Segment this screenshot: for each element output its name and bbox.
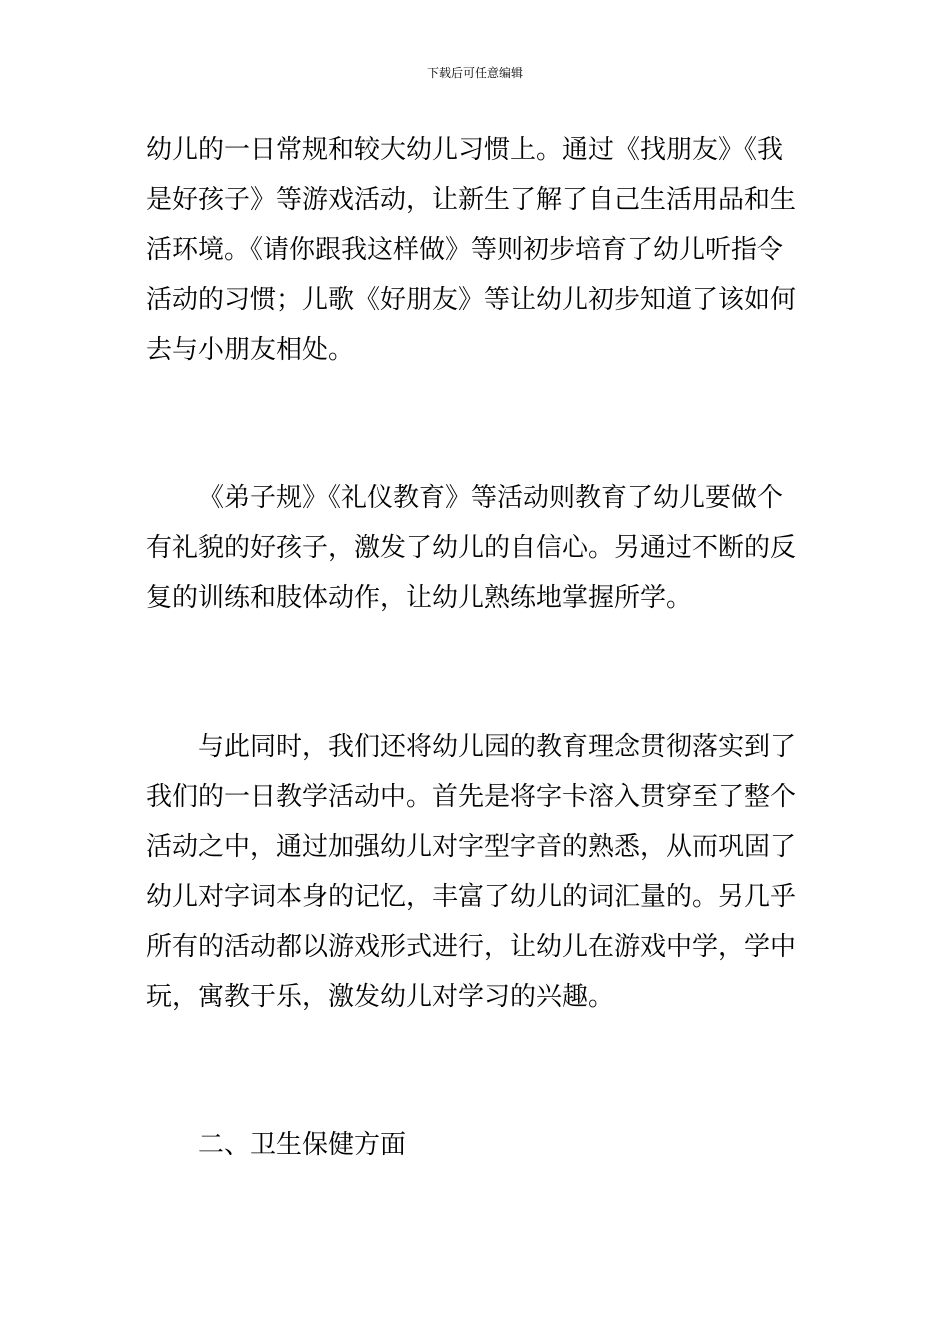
text-line: 是好孩子》等游戏活动，让新生了解了自己生活用品和生 bbox=[146, 185, 797, 215]
page-header: 下载后可任意编辑 bbox=[426, 66, 523, 80]
text-line: 活动的习惯；儿歌《好朋友》等让幼儿初步知道了该如何 bbox=[146, 285, 797, 315]
text-line: 与此同时，我们还将幼儿园的教育理念贯彻落实到了 bbox=[198, 732, 797, 762]
text-line: 我们的一日教学活动中。首先是将字卡溶入贯穿至了整个 bbox=[146, 782, 797, 812]
text-line: 幼儿对字词本身的记忆，丰富了幼儿的词汇量的。另几乎 bbox=[146, 882, 797, 912]
text-line: 所有的活动都以游戏形式进行，让幼儿在游戏中学，学中 bbox=[146, 932, 797, 962]
text-line: 有礼貌的好孩子，激发了幼儿的自信心。另通过不断的反 bbox=[146, 533, 797, 563]
text-line: 去与小朋友相处。 bbox=[146, 335, 355, 365]
text-line: 复的训练和肢体动作，让幼儿熟练地掌握所学。 bbox=[146, 583, 693, 613]
text-line: 玩，寓教于乐，激发幼儿对学习的兴趣。 bbox=[146, 982, 615, 1012]
text-line: 幼儿的一日常规和较大幼儿习惯上。通过《找朋友》《我 bbox=[146, 135, 784, 165]
text-line: 活动之中，通过加强幼儿对字型字音的熟悉，从而巩固了 bbox=[146, 832, 797, 862]
section-heading: 二、卫生保健方面 bbox=[198, 1130, 407, 1160]
text-line: 《弟子规》《礼仪教育》等活动则教育了幼儿要做个 bbox=[198, 483, 784, 513]
text-line: 活环境。《请你跟我这样做》等则初步培育了幼儿听指令 bbox=[146, 235, 784, 265]
